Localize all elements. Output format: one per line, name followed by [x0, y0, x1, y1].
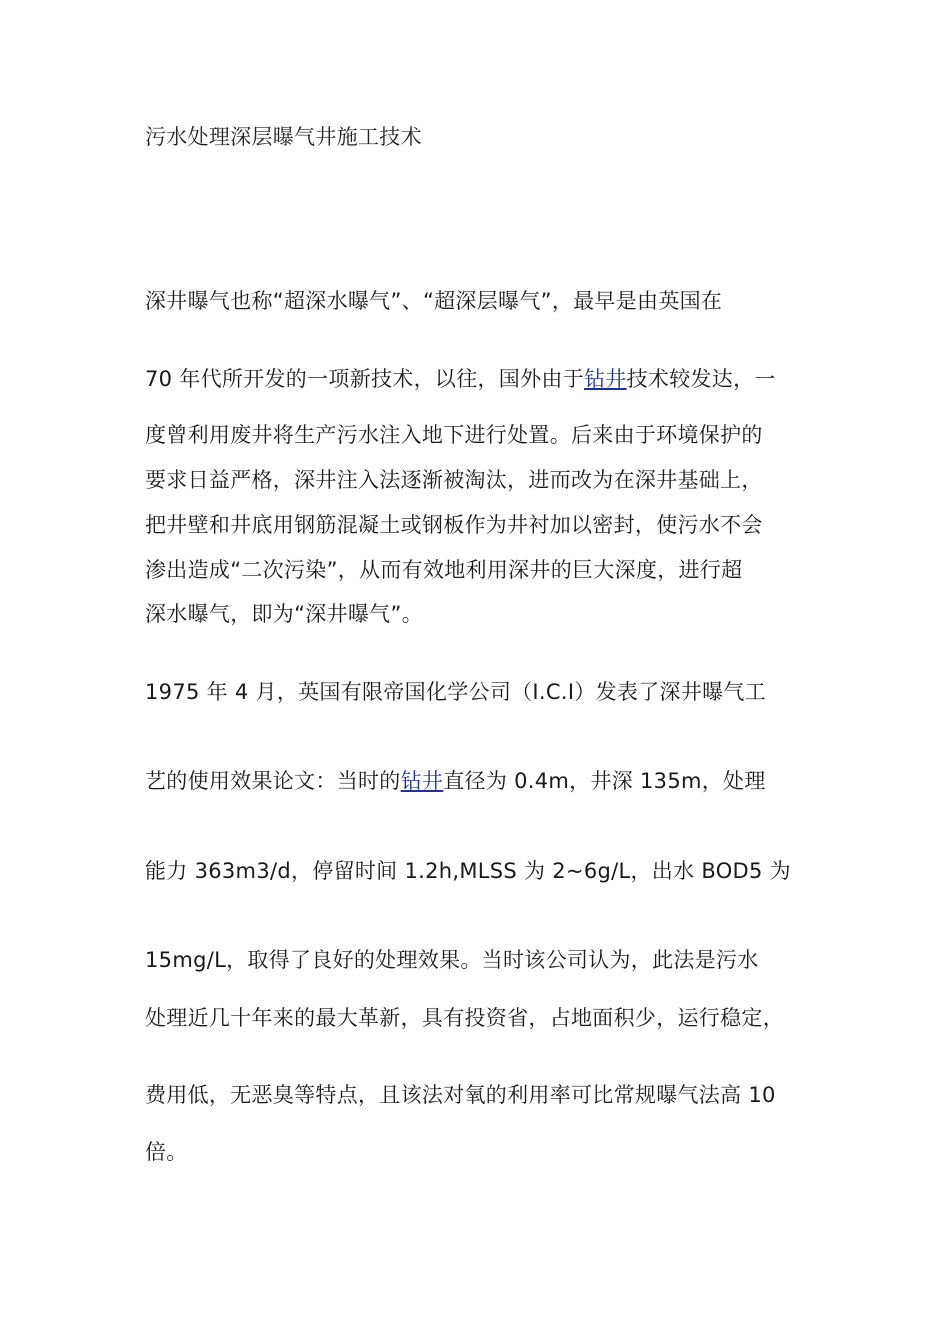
paragraph-1-line-2-text-a: 70 年代所开发的一项新技术，以往，国外由于: [145, 367, 584, 391]
paragraph-1-line-3: 度曾利用废井将生产污水注入地下进行处置。后来由于环境保护的: [145, 423, 763, 447]
paragraph-1-line-5: 把井壁和井底用钢筋混凝土或钢板作为井衬加以密封，使污水不会: [145, 513, 763, 537]
paragraph-2-line-2-text-b: 直径为 0.4m，井深 135m，处理: [443, 769, 766, 793]
paragraph-1-line-2-text-b: 技术较发达，一: [626, 367, 776, 391]
paragraph-2-line-5: 处理近几十年来的最大革新，具有投资省，占地面积少，运行稳定，: [145, 1006, 784, 1030]
paragraph-1-line-2: [145, 366, 776, 392]
drilling-link-2[interactable]: 钻井: [400, 769, 444, 793]
paragraph-2-line-7: 倍。: [145, 1140, 188, 1164]
paragraph-2-line-3: 能力 363m3/d，停留时间 1.2h,MLSS 为 2~6g/L，出水 BOD5 为: [145, 859, 791, 883]
paragraph-2-line-1: 1975 年 4 月，英国有限帝国化学公司（I.C.I）发表了深井曝气工: [145, 680, 767, 704]
drilling-link-1[interactable]: 钻井: [584, 367, 627, 391]
paragraph-2-line-2-text-a: 艺的使用效果论文：当时的: [145, 769, 401, 793]
paragraph-1-line-4: 要求日益严格，深井注入法逐渐被淘汰，进而改为在深井基础上，: [145, 468, 763, 492]
paragraph-1-line-6: 渗出造成“二次污染”，从而有效地利用深井的巨大深度，进行超: [145, 558, 743, 582]
paragraph-2-line-2: [145, 768, 766, 794]
paragraph-1-line-7: 深水曝气，即为“深井曝气”。: [145, 602, 423, 626]
paragraph-2-line-4: 15mg/L，取得了良好的处理效果。当时该公司认为，此法是污水: [145, 948, 759, 972]
document-title: 污水处理深层曝气井施工技术: [145, 125, 422, 149]
paragraph-2-line-6: 费用低，无恶臭等特点，且该法对氧的利用率可比常规曝气法高 10: [145, 1083, 776, 1107]
paragraph-1-line-1: 深井曝气也称“超深水曝气”、“超深层曝气”，最早是由英国在: [145, 289, 723, 313]
